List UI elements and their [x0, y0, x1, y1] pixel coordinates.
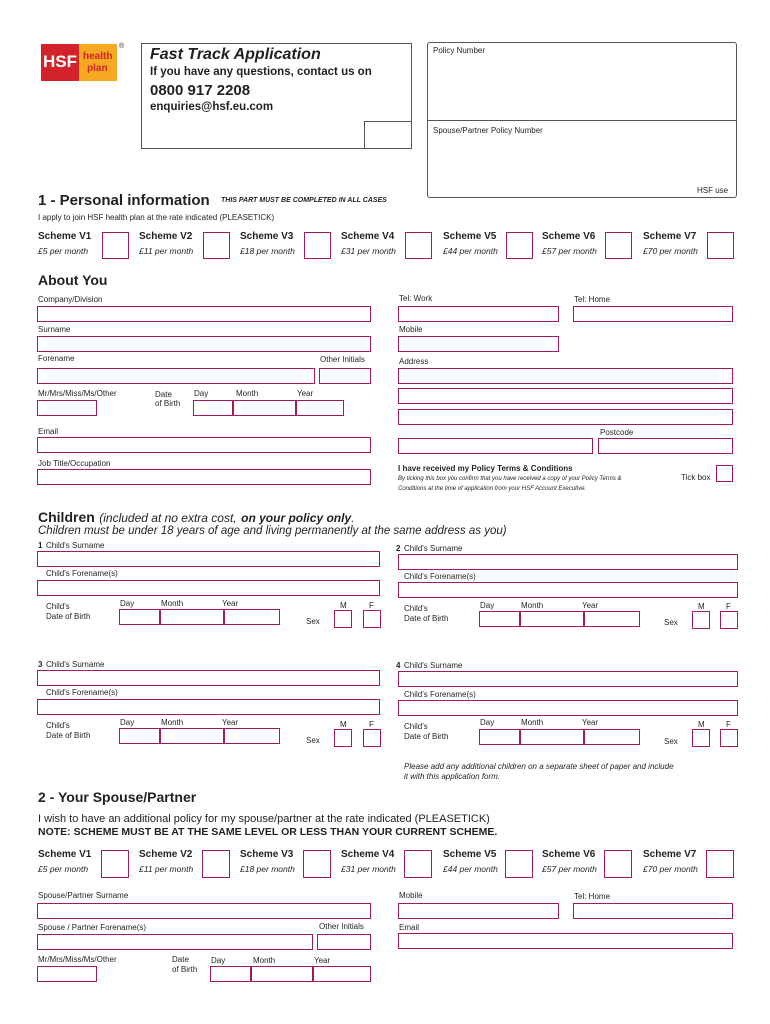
spouse-day-label: Day — [211, 956, 226, 965]
child-4-forenames-label: Child's Forename(s) — [404, 690, 476, 699]
form-title: Fast Track Application — [150, 46, 321, 63]
dob-label-line2: of Birth — [155, 399, 181, 408]
spouse-scheme-v6-rate: £57 per month — [542, 864, 597, 874]
spouse-scheme-v5-checkbox[interactable] — [505, 850, 533, 878]
scheme-v5-name: Scheme V5 — [443, 231, 497, 242]
child-1-year-label: Year — [222, 599, 239, 608]
scheme-v4-checkbox[interactable] — [405, 232, 432, 259]
spouse-scheme-v2-name: Scheme V2 — [139, 849, 193, 860]
tel-work-label: Tel: Work — [399, 294, 433, 303]
child-3-dob-line1: Child's — [46, 721, 70, 730]
children-subtitle: Children must be under 18 years of age and living permanently at the same address as you) — [38, 525, 507, 537]
contact-question: If you have any questions, contact us on — [150, 66, 372, 78]
section1-title: 1 - Personal information — [38, 192, 210, 209]
spouse-title-field[interactable] — [37, 966, 97, 982]
section2-title: 2 - Your Spouse/Partner — [38, 789, 197, 805]
child-3-number: 3 — [38, 660, 43, 669]
spouse-scheme-v5-name: Scheme V5 — [443, 849, 497, 860]
children-title: Children — [38, 509, 95, 525]
child-4-surname-field[interactable] — [398, 671, 738, 687]
scheme-v7-rate: £70 per month — [643, 246, 698, 256]
office-divider — [427, 120, 737, 121]
child-2-day-label: Day — [480, 601, 495, 610]
child-1-number: 1 — [38, 541, 43, 550]
surname-field[interactable] — [37, 336, 371, 352]
section2-text: I wish to have an additional policy for my spouse/partner at the rate indicated (PLEASETICK) — [38, 813, 490, 825]
about-you-title: About You — [38, 272, 108, 288]
child-4-month-label: Month — [521, 718, 544, 727]
scheme-v2-rate: £11 per month — [139, 246, 194, 256]
spouse-dob-line1: Date — [172, 955, 189, 964]
scheme-v7-name: Scheme V7 — [643, 231, 697, 242]
child-4-year-field[interactable] — [584, 729, 640, 745]
child-3-female-checkbox[interactable] — [363, 729, 381, 747]
scheme-v2-name: Scheme V2 — [139, 231, 193, 242]
child-3-day-label: Day — [120, 718, 135, 727]
child-1-month-field[interactable] — [160, 609, 224, 625]
address-line-3[interactable] — [398, 409, 733, 425]
children-note-c: . — [351, 511, 355, 525]
dob-month-label: Month — [236, 389, 259, 398]
scheme-v4-name: Scheme V4 — [341, 231, 395, 242]
child-4-day-field[interactable] — [479, 729, 520, 745]
postcode-field[interactable] — [598, 438, 733, 454]
terms-text-2: Conditions at the time of application from your HSF Account Executive. — [398, 486, 587, 492]
spouse-scheme-v3-rate: £18 per month — [240, 864, 295, 874]
additional-children-note-1: Please add any additional children on a separate sheet of paper and include — [404, 762, 674, 771]
spouse-day-field[interactable] — [210, 966, 251, 982]
tel-home-label: Tel: Home — [574, 295, 611, 304]
spouse-month-label: Month — [253, 956, 276, 965]
scheme-v3-rate: £18 per month — [240, 246, 295, 256]
child-4-sex-label: Sex — [664, 737, 678, 746]
child-3-month-field[interactable] — [160, 728, 224, 744]
policy-number-label: Policy Number — [433, 46, 486, 55]
spouse-dob-line2: of Birth — [172, 965, 198, 974]
spouse-scheme-v4-name: Scheme V4 — [341, 849, 395, 860]
child-2-dob-line2: Date of Birth — [404, 614, 449, 623]
other-initials-label: Other Initials — [320, 355, 365, 364]
postcode-left-field[interactable] — [398, 438, 593, 454]
spouse-scheme-v4-checkbox[interactable] — [404, 850, 432, 878]
tel-home-field[interactable] — [573, 306, 733, 322]
child-1-dob-line1: Child's — [46, 602, 70, 611]
section2-note: NOTE: SCHEME MUST BE AT THE SAME LEVEL OR LESS THAN YOUR CURRENT SCHEME. — [38, 826, 498, 838]
spouse-scheme-v2-checkbox[interactable] — [202, 850, 230, 878]
spouse-tel-home-label: Tel: Home — [574, 892, 611, 901]
child-4-dob-line2: Date of Birth — [404, 732, 449, 741]
child-1-surname-label: Child's Surname — [46, 541, 105, 550]
section1-note: THIS PART MUST BE COMPLETED IN ALL CASES — [221, 197, 387, 204]
dob-day-label: Day — [194, 389, 209, 398]
child-2-forenames-field[interactable] — [398, 582, 738, 598]
child-4-number: 4 — [396, 661, 401, 670]
spouse-title-label: Mr/Mrs/Miss/Ms/Other — [38, 955, 117, 964]
terms-title: I have received my Policy Terms & Conditions — [398, 464, 573, 473]
dob-label-line1: Date — [155, 390, 172, 399]
child-3-male-checkbox[interactable] — [334, 729, 352, 747]
registered-mark: ® — [119, 43, 125, 50]
apply-text: I apply to join HSF health plan at the rate indicated (PLEASETICK) — [38, 213, 275, 222]
title-label: Mr/Mrs/Miss/Ms/Other — [38, 389, 117, 398]
child-3-forenames-label: Child's Forename(s) — [46, 688, 118, 697]
child-3-year-label: Year — [222, 718, 239, 727]
child-3-sex-label: Sex — [306, 736, 320, 745]
child-4-female-checkbox[interactable] — [720, 729, 738, 747]
company-field[interactable] — [37, 306, 371, 322]
spouse-email-label: Email — [399, 923, 420, 932]
child-1-f-label: F — [369, 601, 374, 610]
scheme-v6-checkbox[interactable] — [605, 232, 632, 259]
child-1-forenames-label: Child's Forename(s) — [46, 569, 118, 578]
child-1-male-checkbox[interactable] — [334, 610, 352, 628]
hsf-logo — [41, 44, 117, 81]
postcode-label: Postcode — [600, 428, 634, 437]
spouse-policy-number-label: Spouse/Partner Policy Number — [433, 126, 543, 135]
child-1-day-label: Day — [120, 599, 135, 608]
child-3-f-label: F — [369, 720, 374, 729]
child-1-m-label: M — [340, 601, 347, 610]
child-1-sex-label: Sex — [306, 617, 320, 626]
terms-text-1: By ticking this box you confirm that you have received a copy of your Policy Terms & — [398, 476, 622, 482]
spouse-scheme-v7-checkbox[interactable] — [706, 850, 734, 878]
child-2-forenames-label: Child's Forename(s) — [404, 572, 476, 581]
spouse-surname-label: Spouse/Partner Surname — [38, 891, 129, 900]
child-3-surname-label: Child's Surname — [46, 660, 105, 669]
spouse-other-initials-field[interactable] — [317, 934, 371, 950]
contact-email: enquiries@hsf.eu.com — [150, 101, 274, 113]
spouse-scheme-v2-rate: £11 per month — [139, 864, 194, 874]
additional-children-note-2: it with this application form. — [404, 772, 501, 781]
email-label: Email — [38, 427, 59, 436]
scheme-v1-name: Scheme V1 — [38, 231, 92, 242]
child-2-m-label: M — [698, 602, 705, 611]
mobile-field[interactable] — [398, 336, 559, 352]
spouse-surname-field[interactable] — [37, 903, 371, 919]
child-4-m-label: M — [698, 720, 705, 729]
address-label: Address — [399, 357, 429, 366]
tel-work-field[interactable] — [398, 306, 559, 322]
job-label: Job Title/Occupation — [38, 459, 111, 468]
child-4-day-label: Day — [480, 718, 495, 727]
scheme-v5-rate: £44 per month — [443, 246, 498, 256]
spouse-other-initials-label: Other Initials — [319, 922, 364, 931]
address-line-2[interactable] — [398, 388, 733, 404]
scheme-v4-rate: £31 per month — [341, 246, 396, 256]
child-1-month-label: Month — [161, 599, 184, 608]
child-2-month-field[interactable] — [520, 611, 584, 627]
child-4-dob-line1: Child's — [404, 722, 428, 731]
child-4-forenames-field[interactable] — [398, 700, 738, 716]
child-3-day-field[interactable] — [119, 728, 160, 744]
child-3-surname-field[interactable] — [37, 670, 380, 686]
spouse-scheme-v1-name: Scheme V1 — [38, 849, 92, 860]
scheme-v2-checkbox[interactable] — [203, 232, 230, 259]
child-2-year-field[interactable] — [584, 611, 640, 627]
child-4-male-checkbox[interactable] — [692, 729, 710, 747]
job-field[interactable] — [37, 469, 371, 485]
child-2-f-label: F — [726, 602, 731, 611]
tick-box-label: Tick box — [681, 473, 711, 482]
dob-day-field[interactable] — [193, 400, 233, 416]
child-4-month-field[interactable] — [520, 729, 584, 745]
spouse-month-field[interactable] — [251, 966, 313, 982]
scheme-v6-rate: £57 per month — [542, 246, 597, 256]
child-2-surname-field[interactable] — [398, 554, 738, 570]
child-4-year-label: Year — [582, 718, 599, 727]
scheme-v6-name: Scheme V6 — [542, 231, 596, 242]
child-2-number: 2 — [396, 544, 401, 553]
child-4-surname-label: Child's Surname — [404, 661, 463, 670]
child-1-surname-field[interactable] — [37, 551, 380, 567]
child-2-dob-line1: Child's — [404, 604, 428, 613]
hsf-use-label: HSF use — [697, 186, 729, 195]
forename-label: Forename — [38, 354, 75, 363]
company-label: Company/Division — [38, 295, 103, 304]
terms-tick-box[interactable] — [716, 465, 733, 482]
spouse-year-field[interactable] — [313, 966, 371, 982]
forename-field[interactable] — [37, 368, 315, 384]
scheme-v3-checkbox[interactable] — [304, 232, 331, 259]
scheme-v5-checkbox[interactable] — [506, 232, 533, 259]
child-1-dob-line2: Date of Birth — [46, 612, 91, 621]
logo-hsf-text: HSF — [43, 52, 77, 71]
title-field[interactable] — [37, 400, 97, 416]
spouse-scheme-v1-checkbox[interactable] — [101, 850, 129, 878]
child-1-female-checkbox[interactable] — [363, 610, 381, 628]
email-field[interactable] — [37, 437, 371, 453]
dob-year-field[interactable] — [296, 400, 344, 416]
spouse-scheme-v3-checkbox[interactable] — [303, 850, 331, 878]
child-2-year-label: Year — [582, 601, 599, 610]
child-2-male-checkbox[interactable] — [692, 611, 710, 629]
spouse-scheme-v6-name: Scheme V6 — [542, 849, 596, 860]
child-1-day-field[interactable] — [119, 609, 160, 625]
other-initials-field[interactable] — [319, 368, 371, 384]
logo-health-text: health — [83, 51, 113, 62]
header-inner-box — [364, 121, 412, 149]
child-2-sex-label: Sex — [664, 618, 678, 627]
logo-plan-text: plan — [87, 63, 108, 74]
spouse-mobile-field[interactable] — [398, 903, 559, 919]
spouse-scheme-v7-rate: £70 per month — [643, 864, 698, 874]
spouse-tel-home-field[interactable] — [573, 903, 733, 919]
children-note-b: on your policy only — [241, 511, 352, 525]
dob-year-label: Year — [297, 389, 314, 398]
child-2-surname-label: Child's Surname — [404, 544, 463, 553]
spouse-scheme-v6-checkbox[interactable] — [604, 850, 632, 878]
spouse-forenames-field[interactable] — [37, 934, 313, 950]
spouse-forenames-label: Spouse / Partner Forename(s) — [38, 923, 147, 932]
child-3-dob-line2: Date of Birth — [46, 731, 91, 740]
child-1-forenames-field[interactable] — [37, 580, 380, 596]
scheme-v1-rate: £5 per month — [38, 246, 89, 256]
child-3-m-label: M — [340, 720, 347, 729]
spouse-scheme-v7-name: Scheme V7 — [643, 849, 697, 860]
spouse-scheme-v1-rate: £5 per month — [38, 864, 89, 874]
scheme-v7-checkbox[interactable] — [707, 232, 734, 259]
spouse-year-label: Year — [314, 956, 331, 965]
scheme-v3-name: Scheme V3 — [240, 231, 294, 242]
scheme-v1-checkbox[interactable] — [102, 232, 129, 259]
spouse-scheme-v3-name: Scheme V3 — [240, 849, 294, 860]
child-3-month-label: Month — [161, 718, 184, 727]
children-note-a: (included at no extra cost, — [99, 511, 237, 525]
address-line-1[interactable] — [398, 368, 733, 384]
spouse-scheme-v5-rate: £44 per month — [443, 864, 498, 874]
surname-label: Surname — [38, 325, 71, 334]
child-4-f-label: F — [726, 720, 731, 729]
spouse-email-field[interactable] — [398, 933, 733, 949]
child-2-female-checkbox[interactable] — [720, 611, 738, 629]
child-1-year-field[interactable] — [224, 609, 280, 625]
child-3-year-field[interactable] — [224, 728, 280, 744]
spouse-scheme-v4-rate: £31 per month — [341, 864, 396, 874]
spouse-mobile-label: Mobile — [399, 891, 423, 900]
contact-phone: 0800 917 2208 — [150, 82, 251, 99]
child-2-day-field[interactable] — [479, 611, 520, 627]
child-3-forenames-field[interactable] — [37, 699, 380, 715]
child-2-month-label: Month — [521, 601, 544, 610]
dob-month-field[interactable] — [233, 400, 296, 416]
mobile-label: Mobile — [399, 325, 423, 334]
